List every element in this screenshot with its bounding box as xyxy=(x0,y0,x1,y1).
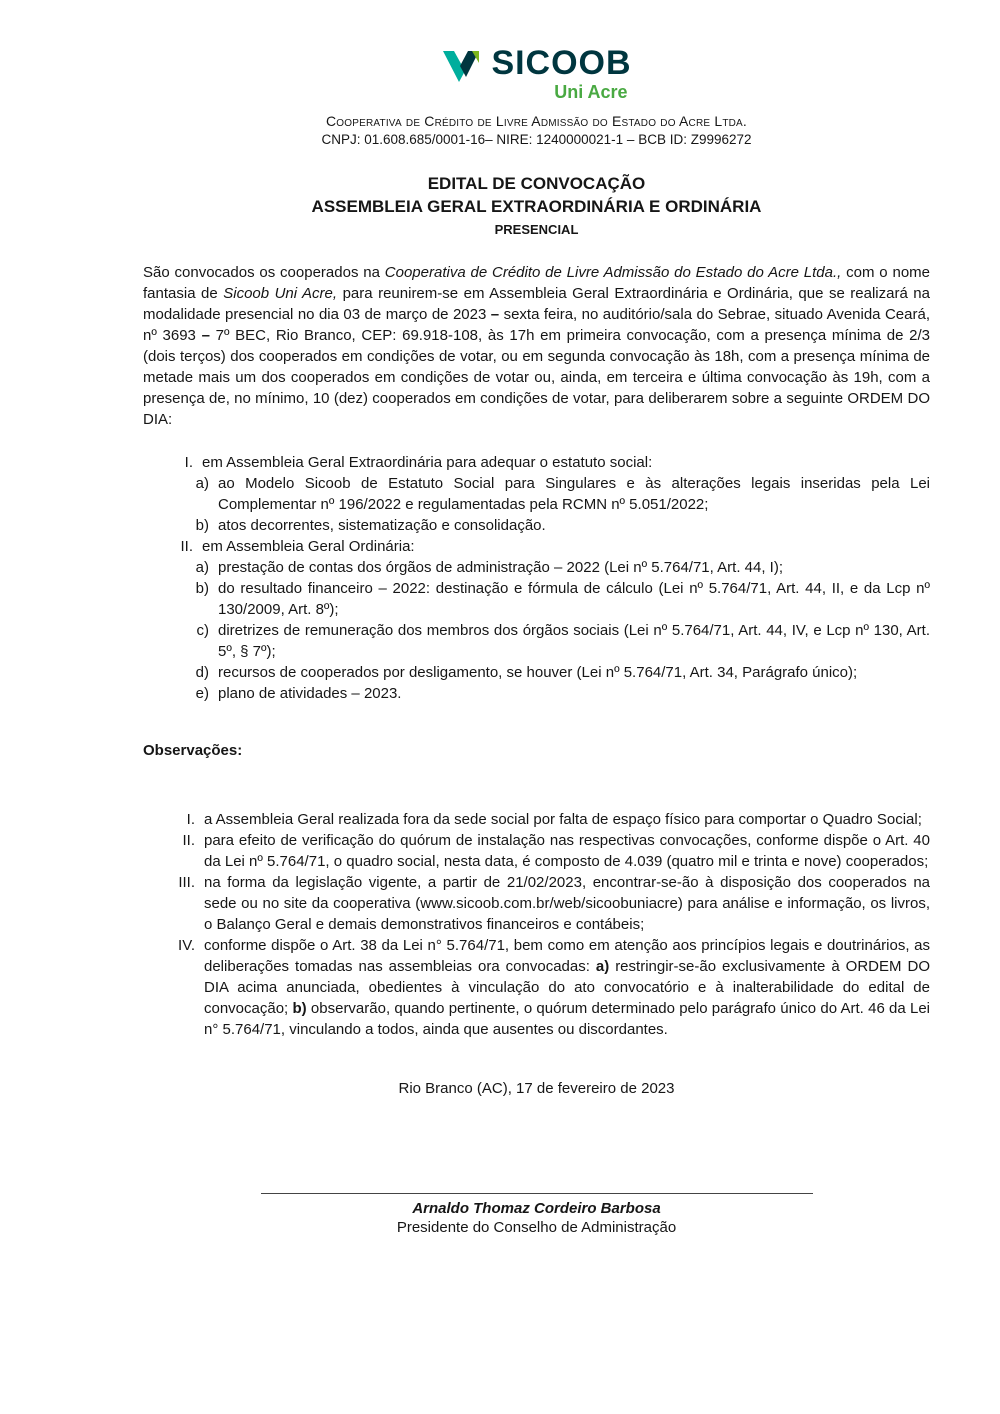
observation-item xyxy=(161,935,930,1040)
subitem-marker: e) xyxy=(195,685,209,703)
observation-item xyxy=(161,809,930,830)
agenda-item-1-marker: I. xyxy=(184,454,193,472)
intro-paragraph: São convocados os cooperados na Cooperativa de Crédito de Livre Admissão do Estado do Acre Ltda., com o nome fantasia de Sicoob Uni Acre, para reunirem-se em Assembleia Geral Extraordinária e Ordinária, que se realizará na modalidade presencial no dia 03 de março de 2023 – sexta feira, no auditório/sala do Sebrae, situado Avenida Ceará, nº 3693 – 7º BEC, Rio Branco, CEP: 69.918-108, às 17h em primeira convocação, com a presença mínima de 2/3 (dois terços) dos cooperados em condições de votar, ou em segunda convocação às 18h, com a presença mínima de metade mais um dos cooperados em condições de votar ou, ainda, em terceira e última convocação às 19h, com a presença de, no mínimo, 10 (dez) cooperados em condições de votar, para deliberarem sobre a seguinte ORDEM DO DIA: xyxy=(143,264,930,429)
subitem-marker: a) xyxy=(195,475,209,493)
sicoob-wordmark xyxy=(491,46,631,103)
subitem-text: atos decorrentes, sistematização e consolidação. xyxy=(218,517,546,535)
observation-marker: I. xyxy=(186,811,195,829)
observations-heading: Observações: xyxy=(143,742,243,760)
subitem-marker: d) xyxy=(195,664,209,682)
subitem-text: recursos de cooperados por desligamento, se houver (Lei nº 5.764/71, Art. 34, Parágrafo único); xyxy=(218,664,858,682)
subitem-text: plano de atividades – 2023. xyxy=(218,685,402,703)
agenda-subitem xyxy=(193,515,930,536)
cooperative-name: Cooperativa de Crédito de Livre Admissão do Estado do Acre Ltda. xyxy=(325,113,748,129)
agenda-subitem xyxy=(193,662,930,683)
subitem-marker: c) xyxy=(196,622,209,640)
subitem-text: prestação de contas dos órgãos de administração – 2022 (Lei nº 5.764/71, Art. 44, I); xyxy=(218,559,783,577)
agenda-item-1 xyxy=(167,452,930,473)
agenda-subitem xyxy=(193,473,930,515)
signature-name: Arnaldo Thomaz Cordeiro Barbosa xyxy=(412,1200,661,1218)
dateline: Rio Branco (AC), 17 de fevereiro de 2023 xyxy=(398,1080,675,1098)
agenda-subitem xyxy=(193,683,930,704)
title-edital: EDITAL DE CONVOCAÇÃO xyxy=(427,174,646,193)
agenda-item-1-text: em Assembleia Geral Extraordinária para adequar o estatuto social: xyxy=(202,454,653,472)
registry-line: CNPJ: 01.608.685/0001-16– NIRE: 1240000021-1 – BCB ID: Z9996272 xyxy=(321,132,752,147)
subitem-marker: a) xyxy=(195,559,209,577)
observation-text: para efeito de verificação do quórum de instalação nas respectivas convocações, conforme dispõe o Art. 40 da Lei nº 5.764/71, o quadro social, nesta data, é composto de 4.039 (quatro mil e trinta e nove) cooperados; xyxy=(204,832,930,871)
subitem-text: do resultado financeiro – 2022: destinação e fórmula de cálculo (Lei nº 5.764/71, Art. 44, II, e da Lcp nº 130/2009, Art. 8º); xyxy=(218,580,930,619)
signature-role: Presidente do Conselho de Administração xyxy=(396,1219,677,1237)
agenda-item-2-marker: II. xyxy=(180,538,193,556)
agenda-subitem xyxy=(193,578,930,620)
agenda-subitem xyxy=(193,620,930,662)
observation-text: a Assembleia Geral realizada fora da sede social por falta de espaço físico para comportar o Quadro Social; xyxy=(204,811,922,829)
observation-marker: IV. xyxy=(178,937,195,955)
observation-text: conforme dispõe o Art. 38 da Lei n° 5.764/71, bem como em atenção aos princípios legais e doutrinários, as deliberações tomadas nas assembleias ora convocadas: a) restringir-se-ão exclusivamente à ORDEM DO DIA acima anunciada, obedientes à vinculação do ato convocatório e à inalterabilidade do edital de convocação; b) observarão, quando pertinente, o quórum determinado pelo parágrafo único do Art. 46 da Lei n° 5.764/71, vinculando a todos, ainda que ausentes ou discordantes. xyxy=(204,937,931,1039)
observation-marker: III. xyxy=(178,874,195,892)
brand-name: SICOOB xyxy=(491,44,632,82)
agenda-list xyxy=(167,452,930,704)
agenda-subitem xyxy=(193,557,930,578)
title-assembleia: ASSEMBLEIA GERAL EXTRAORDINÁRIA E ORDINÁRIA xyxy=(311,196,762,216)
subitem-text: ao Modelo Sicoob de Estatuto Social para Singulares e às alterações legais inseridas pela Lei Complementar nº 196/2022 e regulamentadas pela RCMN nº 5.051/2022; xyxy=(218,475,930,514)
document-titles xyxy=(143,173,930,238)
observation-text: na forma da legislação vigente, a partir de 21/02/2023, encontrar-se-ão à disposição dos cooperados na sede ou no site da cooperativa (www.sicoob.com.br/web/sicoobuniacre) para análise e informação, os livros, o Balanço Geral e demais demonstrativos financeiros e contábeis; xyxy=(204,874,930,934)
brand-subname: Uni Acre xyxy=(554,82,628,102)
agenda-item-2-subitems xyxy=(193,557,930,704)
agenda-item-2 xyxy=(167,536,930,557)
observations-list xyxy=(161,809,930,1040)
agenda-item-1-subitems xyxy=(193,473,930,536)
observation-item xyxy=(161,872,930,935)
sicoob-chevron-icon xyxy=(441,50,481,89)
observation-marker: II. xyxy=(182,832,195,850)
sicoob-logo xyxy=(143,46,930,103)
signature-line xyxy=(261,1193,813,1194)
signature-block xyxy=(143,1193,930,1236)
subitem-text: diretrizes de remuneração dos membros dos órgãos sociais (Lei nº 5.764/71, Art. 44, IV, e Lcp nº 130, Art. 5º, § 7º); xyxy=(218,622,930,661)
subitem-marker: b) xyxy=(195,580,209,598)
agenda-item-2-text: em Assembleia Geral Ordinária: xyxy=(202,538,415,556)
subitem-marker: b) xyxy=(195,517,209,535)
title-presencial: PRESENCIAL xyxy=(494,221,579,237)
observation-item xyxy=(161,830,930,872)
